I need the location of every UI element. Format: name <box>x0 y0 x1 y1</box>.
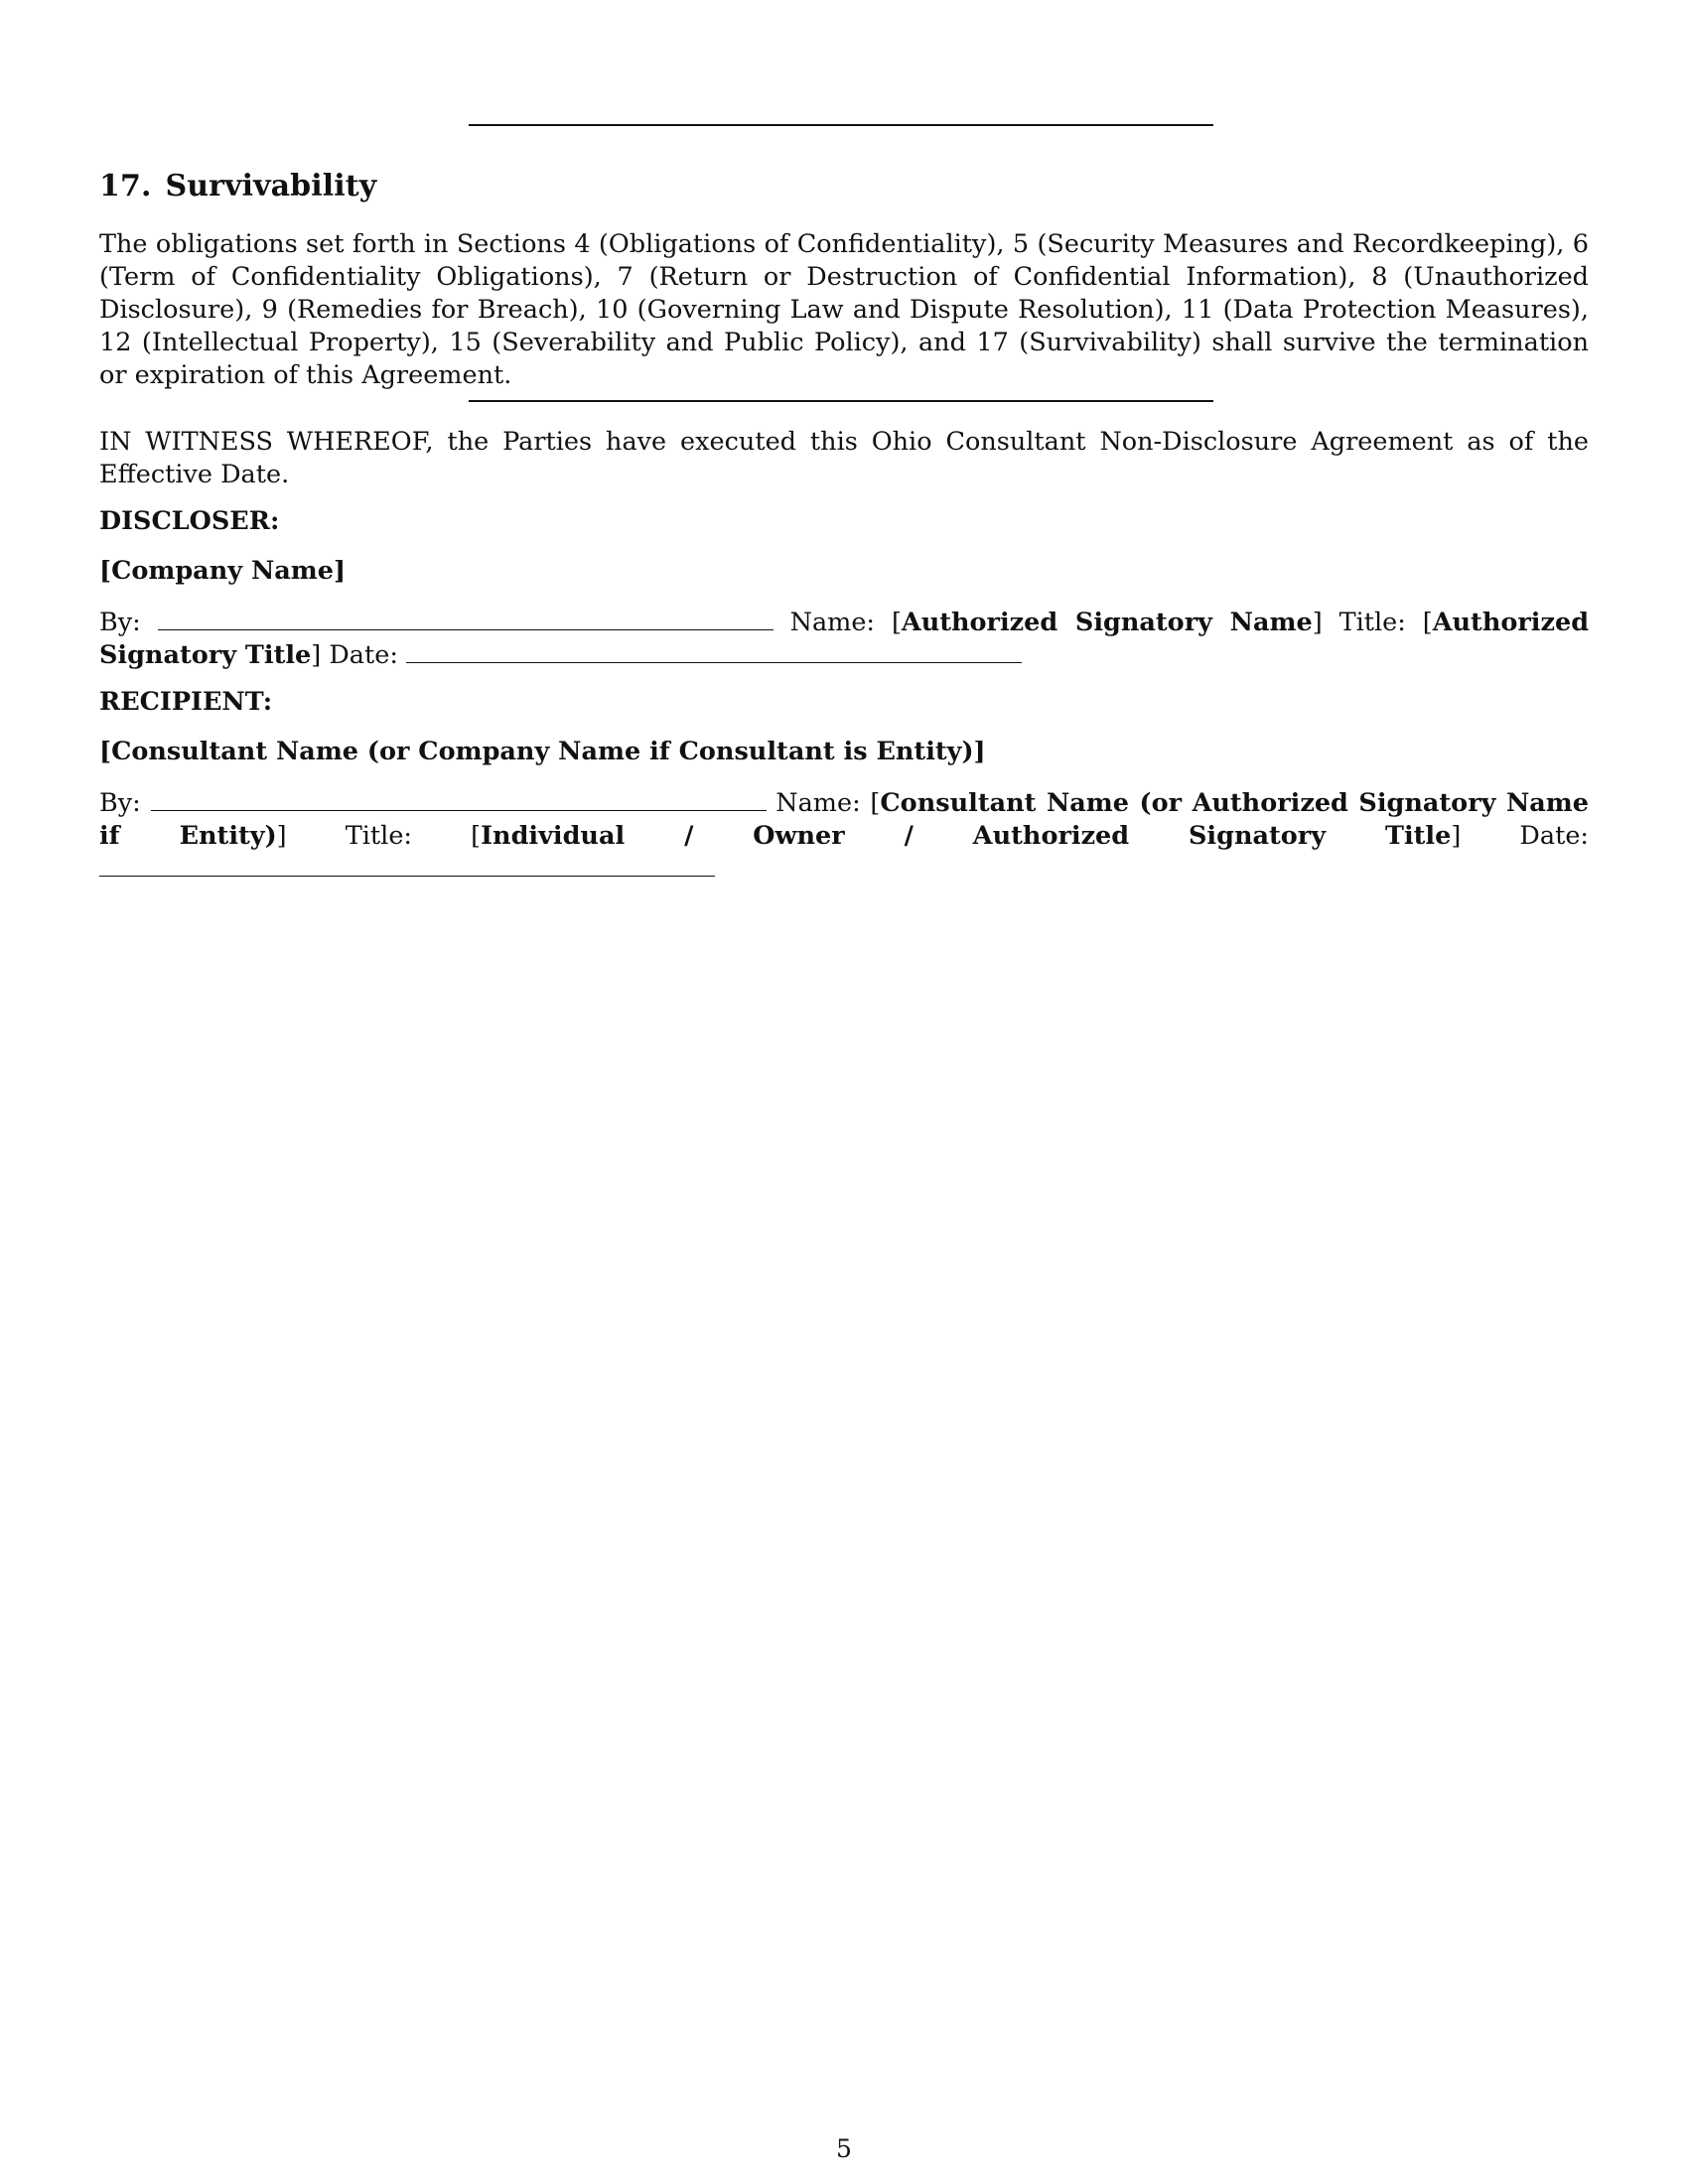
recipient-name-label: Name: <box>775 788 861 818</box>
page-number: 5 <box>836 2134 852 2163</box>
middle-divider <box>469 400 1213 402</box>
witness-paragraph: IN WITNESS WHEREOF, the Parties have executed this Ohio Consultant Non-Disclosure Agreement as of the Effective Date. <box>99 427 1589 489</box>
section-number: 17. <box>99 169 152 204</box>
recipient-entity: [Consultant Name (or Company Name if Consultant is Entity)] <box>99 737 986 766</box>
discloser-entity: [Company Name] <box>99 556 347 586</box>
recipient-date-line[interactable] <box>99 856 715 877</box>
recipient-title-label: Title: <box>345 821 413 851</box>
survivability-paragraph: The obligations set forth in Sections 4 (Obligations of Confidentiality), 5 (Security Measures and Recordkeeping), 6 (Term of Confidentiality Obligations), 7 (Return or Destruction of Confidential Information), 8 (Unauthorized Disclosure), 9 (Remedies for Breach), 10 (Governing Law and Dispute Resolution), 11 (Data Protection Measures), 12 (Intellectual Property), 15 (Severability and Public Policy), and 17 (Survivability) shall survive the termination or expiration of this Agreement. <box>99 229 1589 390</box>
discloser-name-label: Name: <box>789 608 876 637</box>
recipient-title-value: Individual / Owner / Authorized Signatory Title <box>481 821 1452 851</box>
section-title: Survivability <box>165 169 377 204</box>
top-divider <box>469 124 1213 126</box>
discloser-date-label: Date: <box>329 640 398 670</box>
section-heading <box>99 169 376 204</box>
discloser-title-label: Title: <box>1338 608 1406 637</box>
discloser-name-value: Authorized Signatory Name <box>901 608 1313 637</box>
recipient-name-value: Consultant Name (or Authorized Signatory Name if Entity) <box>99 788 1590 851</box>
discloser-signature-block: By: Name: [Authorized Signatory Name] Title: [Authorized Signatory Title] Date: <box>99 608 1590 670</box>
discloser-label: DISCLOSER: <box>99 506 280 536</box>
discloser-by-label: By: <box>99 608 141 637</box>
recipient-by-label: By: <box>99 788 141 818</box>
discloser-signature-line[interactable] <box>158 610 774 630</box>
recipient-label: RECIPIENT: <box>99 687 273 717</box>
discloser-title-value: Authorized Signatory Title <box>99 608 1590 670</box>
recipient-signature-block: By: Name: [Consultant Name (or Authorized Signatory Name if Entity)] Title: [Individual / Owner / Authorized Signatory Title] Date: <box>99 787 1589 886</box>
recipient-signature-line[interactable] <box>151 790 767 811</box>
discloser-date-line[interactable] <box>406 642 1022 663</box>
recipient-date-label: Date: <box>1519 821 1589 851</box>
